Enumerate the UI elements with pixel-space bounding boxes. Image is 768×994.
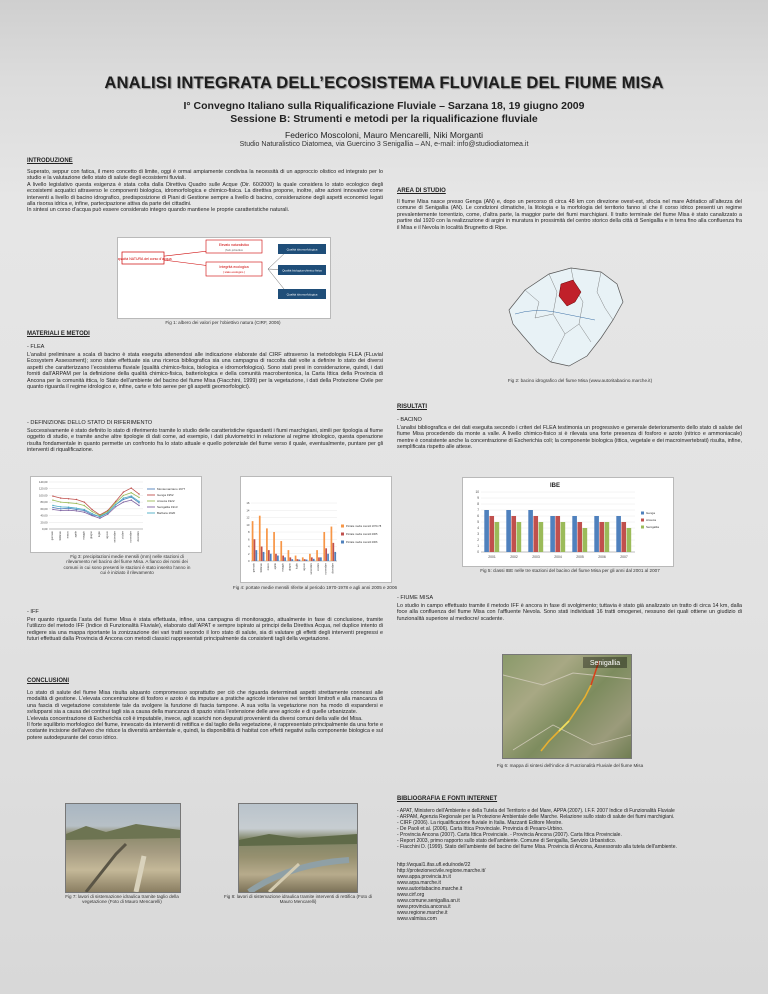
fig5-caption: Fig 5: classi IBE nelle tre stazioni del bacino del fiume Misa per gli anni dal 2001 al 2007 <box>480 568 660 573</box>
precipitation-chart <box>30 476 202 553</box>
precip-ytick-label: 40,00 <box>40 513 48 518</box>
iff-aerial-map <box>502 654 632 759</box>
conference-line: I° Convegno Italiano sulla Riqualificazione Fluviale – Sarzana 18, 19 giugno 2009 <box>183 100 585 112</box>
precip-data-point <box>60 506 61 507</box>
precip-data-point <box>131 492 132 493</box>
precip-data-point <box>68 498 69 499</box>
discharge-bar <box>252 521 254 561</box>
iff-title: - IFF <box>27 609 39 615</box>
ibe-xtick-label: 2001 <box>488 555 496 559</box>
precip-xtick-label: gennaio <box>50 531 54 541</box>
ibe-bar <box>484 510 489 552</box>
ibe-bar <box>599 522 604 552</box>
precip-data-point <box>60 508 61 509</box>
basin-map <box>505 262 630 370</box>
precip-data-point <box>52 495 53 496</box>
discharge-bar <box>320 557 322 561</box>
discharge-bar <box>261 547 263 562</box>
value-tree-svg <box>118 238 330 318</box>
precip-data-point <box>52 507 53 508</box>
discharge-bar <box>263 552 265 561</box>
discharge-legend-swatch <box>341 533 344 536</box>
ibe-legend-swatch <box>641 519 644 522</box>
ibe-ytick-label: 1 <box>477 544 479 549</box>
precip-data-point <box>107 514 108 515</box>
precip-xtick-label: marzo <box>66 531 70 539</box>
ibe-bar <box>517 522 522 552</box>
ibe-bar <box>561 522 566 552</box>
discharge-bar <box>284 557 286 561</box>
precip-legend-label: Senigallia 1913 <box>157 505 178 509</box>
discharge-legend-swatch <box>341 541 344 544</box>
ibe-ytick-label: 7 <box>477 508 479 513</box>
discharge-xtick-label: maggio <box>281 563 285 572</box>
precip-data-point <box>131 499 132 500</box>
precip-xtick-label: giugno <box>90 531 94 539</box>
discharge-bar <box>313 559 315 561</box>
ibe-bar <box>616 516 621 552</box>
riferimento-text: Successivamente è stato definito lo stato di riferimento tramite lo studio delle caratteristiche riguardanti i fiumi marchigiani, simili per tipologia al fiume oggetto di studio, e tramite anche altre tipologie di dati come, ad esempio, i dati pluviometrici in relazione al regime idrologico, questa operazione risulta fondamentale in quanto permette un confronto fra lo stato attuale e quello potenziale del fiume verso il quale, eventualmente, puntare per gli interventi di riqualificazione. <box>27 428 383 454</box>
poster-title: ANALISI INTEGRATA DELL’ECOSISTEMA FLUVIALE DEL FIUME MISA <box>104 74 664 92</box>
discharge-bar <box>299 560 301 561</box>
ibe-bar <box>550 516 555 552</box>
bibliography-references: - APAT, Ministero dell’Ambiente e della Tutela del Territorio e del Mare, APPA (2007). I.F.F. 2007 Indice di Funzionalità Fluviale - ARPAM, Agenzia Regionale per la Protezione Ambientale delle Marche. Relazione sullo stato di salute dei fiumi marchigiani. - CIRF (2006). La riqualificazione fluviale in Italia. Mazzanti Editore Mestre. - De Paoli et al. (2006). Carta Ittica Provinciale. Provincia di Pesaro-Urbino. - Provincia Ancona (2007). Carta Ittica Provinciale. - Provincia Ancona (2007). Carta Ittica Provinciale. - Report 2003, primo rapporto sullo stato dell’ambiente. Comune di Senigallia, Servizio Urbanistico. - Fiacchini D. (1999). Stato dell’ambiente del bacino del fiume Misa. Provincia di Ancona, Assessorato alla tutela dell’ambiente. <box>397 808 677 850</box>
discharge-bar <box>304 559 306 561</box>
flea-title: - FLEA <box>27 344 45 350</box>
discharge-bar <box>277 556 279 561</box>
precipitation-chart-svg <box>31 477 201 552</box>
discharge-legend-label: Portate medie mensili 2005 <box>346 533 378 536</box>
precip-data-point <box>138 501 139 502</box>
fig8-caption: Fig 8: lavori di sistemazione idraulica tramite interventi di rettifica (Foto di Mauro Mencarelli) <box>223 894 373 905</box>
discharge-xtick-label: ottobre <box>317 563 321 572</box>
discharge-bar <box>270 554 272 561</box>
discharge-bar <box>273 532 275 561</box>
precip-data-point <box>76 509 77 510</box>
discharge-xtick-label: marzo <box>266 563 270 571</box>
discharge-bar <box>331 527 333 561</box>
precip-data-point <box>76 510 77 511</box>
tree-top-label: Elevato naturalistico <box>218 243 250 247</box>
discharge-bar <box>275 554 277 561</box>
tree-mid-label: Integrità ecologica <box>219 265 249 269</box>
ibe-xtick-label: 2002 <box>510 555 518 559</box>
photo-vegetation-cutting <box>65 803 181 893</box>
discharge-bar <box>311 557 313 561</box>
precip-data-point <box>99 518 100 519</box>
area-studio-text: Il fiume Misa nasce presso Genga (AN) e, dopo un percorso di circa 48 km con direzione ovest-est, sfocia nel mare Adriatico all’altezza del comune di Senigallia (AN). Le condizioni climatiche, la litologia e la morfologia del territorio fanno sì che il corso idrico presenti un regime prevalentemente torrentizio, come, d’altra parte, la maggior parte dei fiumi marchigiani. Il tratto terminale del fiume Misa è stato canalizzato a partire dal 1920 con la realizzazione di argini in muratura in prossimità del centro storico della città di Senigallia e in terra fino alla confluenza fra il Misa e il Nevola in località Brugnetto di Ripe. <box>397 199 742 231</box>
discharge-bar <box>332 543 334 561</box>
fig2-caption: Fig 2: bacino idrografico del fiume Misa (www.autoritabacino.marche.it) <box>507 378 653 383</box>
discharge-bar <box>302 557 304 561</box>
discharge-bar <box>334 552 336 561</box>
discharge-legend-swatch <box>341 525 344 528</box>
precip-data-point <box>138 497 139 498</box>
ibe-bar <box>555 516 560 552</box>
ibe-bar <box>489 516 494 552</box>
precip-data-point <box>138 493 139 494</box>
precip-legend-label: Genga 1952 <box>157 493 174 497</box>
precip-data-point <box>123 491 124 492</box>
ibe-ytick-label: 2 <box>477 538 479 543</box>
precip-data-point <box>52 509 53 510</box>
precip-xtick-label: novembre <box>129 531 133 543</box>
bacino-title: - BACINO <box>397 417 422 423</box>
tree-leaf-2-label: Qualità biologica-chimico fisica <box>282 268 322 273</box>
discharge-xtick-label: luglio <box>295 563 299 570</box>
discharge-xtick-label: gennaio <box>252 563 256 573</box>
ibe-bar <box>605 522 610 552</box>
discharge-ytick-label: 2 <box>247 551 250 556</box>
discharge-bar <box>254 539 256 561</box>
precip-data-point <box>52 499 53 500</box>
precip-ytick-label: 140,00 <box>38 480 48 484</box>
ibe-ytick-label: 10 <box>475 490 479 495</box>
precip-data-point <box>91 513 92 514</box>
value-tree-figure <box>117 237 331 319</box>
ibe-bar <box>627 528 632 552</box>
basin-map-svg <box>505 262 630 370</box>
precip-data-point <box>68 502 69 503</box>
ibe-chart-svg <box>463 478 673 566</box>
precip-legend-label: Arcevia 1922 <box>157 499 175 503</box>
discharge-xtick-label: aprile <box>274 563 278 570</box>
heading-bibliografia: BIBLIOGRAFIA E FONTI INTERNET <box>397 796 498 802</box>
flea-text: L’analisi preliminare a scala di bacino è stata eseguita attenendosi alle indicazione elaborate dal CIRF attraverso la metodologia FLEA (FLuvial Ecosystem Assessment); sono state effettuate sia una ricerca bibliografica sia una campagna di raccolta dati volte a definire lo stato dei diversi aspetti che caratterizzano l’ecosistema fluviale (qualità chimico-fisica, biologica e idromorfologica). Sono stati presi in considerazione, quindi, i dati forniti dall’ARPAM per la definizione della qualità chimico-fisica, batteriologica e della comunità macrobentonica, la Carta Ittica della Provincia di Ancona per la comunità ittica, lo Stato dell’ambiente del bacino del fiume Misa (Fiacchini, 1999) per la vegetazione, i dati della Protezione Civile per quanto riguarda il regime idrologico e, infine, carte e foto aeree per gli aspetti geomorfologici). <box>27 352 383 391</box>
ibe-legend-label: Senigallia <box>646 525 660 529</box>
precip-data-point <box>68 506 69 507</box>
ibe-legend-label: Arcevia <box>646 518 657 522</box>
tree-leaf-1-label: Qualità idromorfologica <box>286 247 318 252</box>
precip-data-point <box>84 501 85 502</box>
precip-data-point <box>138 505 139 506</box>
discharge-xtick-label: settembre <box>309 563 313 575</box>
heading-area-studio: AREA DI STUDIO <box>397 188 446 194</box>
precip-data-point <box>91 511 92 512</box>
precip-xtick-label: maggio <box>82 531 86 540</box>
heading-risultati: RISULTATI <box>397 404 427 410</box>
ibe-bar <box>539 522 544 552</box>
precip-data-point <box>107 512 108 513</box>
ibe-bar <box>594 516 599 552</box>
precip-xtick-label: aprile <box>74 531 78 538</box>
tree-leaf-3-label: Qualità idromorfologica <box>286 292 318 297</box>
discharge-legend-label: Portate medie mensili 1970-78 <box>346 525 382 528</box>
discharge-ytick-label: 6 <box>247 537 250 542</box>
affiliation: Studio Naturalistico Diatomea, via Guercino 3 Senigallia – AN, e-mail: info@studiodiatomea.it <box>239 141 529 148</box>
fig4-caption: Fig 4: portate medie mensili riferite al periodo 1970-1978 e agli anni 2005 e 2006 <box>232 585 398 590</box>
ibe-bar <box>528 510 533 552</box>
photo-river-rectification <box>238 803 358 893</box>
discharge-bar <box>280 541 282 561</box>
bibliography-links: http://wqual1.ifas.ufl.edu/node/22 http://protezionecivile.regione.marche.it/ www.appa.provincia.tn.it www.arpa.marche.it www.autoritabacino.marche.it www.cirf.org www.comune.senigallia.an.it www.provincia.ancona.it www.regione.marche.it www.valmisa.com <box>397 862 486 922</box>
ibe-ytick-label: 4 <box>477 526 479 531</box>
ibe-bar <box>533 516 538 552</box>
ibe-ytick-label: 9 <box>477 496 479 501</box>
precip-data-point <box>99 516 100 517</box>
precip-data-point <box>84 512 85 513</box>
precip-xtick-label: febbraio <box>58 531 62 541</box>
ibe-ytick-label: 0 <box>477 550 479 555</box>
discharge-bar <box>325 548 327 561</box>
precip-legend-label: Barbara 1920 <box>157 511 176 515</box>
conclusioni-text: Lo stato di salute del fiume Misa risulta alquanto compromesso soprattutto per ciò che riguarda determinati aspetti strettamente connessi alle modalità di gestione. L’elevata concentrazione di fosforo e azoto è da imputare a pratiche agricole intensive nei territori limitrofi e alla mancanza di una fascia di vegetazione consistente tale da svolgere la funzione di fascia tampone. A sua volta la vegetazione non ha modo di espandersi e svilupparsi sia a causa dei continui tagli sia a causa della mancanza di spazio vista l’estensione delle aree agricole e di quelle urbanizzate. L’elevata concentrazione di Escherichia coli è imputabile, invece, agli scarichi non depurati provenienti da diversi comuni della valle del Misa. Il forte squilibrio morfologico del fiume, innescato da interventi di rettifica e dal taglio della vegetazione, è rappresentato principalmente da una forte e costante incisione dell’alveo che riduce la diversità ambientale e, quindi, la disponibilità di habitat con effetti negativi sulla componente biologica e sul potere autodepurante del corso idrico. <box>27 690 383 741</box>
bacino-text: L’analisi bibliografica e dei dati eseguita secondo i criteri del FLEA testimonia un progressivo e generale deterioramento dello stato di salute del fiume Misa procedendo da monte a valle. A livello chimico-fisico si è rilevata una forte presenza di fosforo e azoto (nitrico e ammoniacale) mentre è consistente anche la concentrazione di Escherichia coli; la componente biologica (ittica, vegetale e dei macroinvertebrati) risulta, infine, semplificata rispetto alle attese. <box>397 425 742 451</box>
fiume-misa-text: Lo studio in campo effettuato tramite il metodo IFF è ancora in fase di svolgimento; tuttavia è stato già analizzato un tratto di circa 14 km, dalla foce alla confluenza del fiume Misa con l’affluente Nevola. Sono stati individuati 16 tratti omogenei, nessuno dei quali ottiene un giudizio di funzionalità superiore al mediocre/ scadente. <box>397 603 742 622</box>
discharge-chart <box>240 476 392 583</box>
ibe-xtick-label: 2003 <box>532 555 540 559</box>
precip-data-point <box>115 504 116 505</box>
discharge-bar <box>323 532 325 561</box>
discharge-legend-label: Portate medie mensili 2006 <box>346 541 378 544</box>
precip-data-point <box>52 505 53 506</box>
discharge-bar <box>306 560 308 561</box>
precip-data-point <box>123 495 124 496</box>
discharge-bar <box>318 557 320 561</box>
precip-data-point <box>131 487 132 488</box>
ibe-ytick-label: 8 <box>477 502 479 507</box>
discharge-bar <box>259 516 261 561</box>
ibe-legend-swatch <box>641 512 644 515</box>
ibe-xtick-label: 2004 <box>554 555 562 559</box>
precip-ytick-label: 20,00 <box>40 520 48 525</box>
precip-data-point <box>84 509 85 510</box>
precip-data-point <box>91 509 92 510</box>
ibe-chart-title: IBE <box>549 483 561 489</box>
precip-ytick-label: 80,00 <box>40 500 48 505</box>
discharge-ytick-label: 14 <box>246 508 250 513</box>
ibe-xtick-label: 2006 <box>598 555 606 559</box>
discharge-xtick-label: febbraio <box>259 563 263 573</box>
intro-text: Superato, seppur con fatica, il mero concetto di limite, oggi è ormai ampiamente condivisa la necessità di un approccio olistico ed integrato per lo studio e la valutazione dello stato di salute degli ecosistemi fluviali. A livello legislativo questa esigenza è stata colta dalla Direttiva Quadro sulle Acque (Dir. 60/2000) la quale considera lo stato ecologico degli ecosistemi acquatici attraverso le componenti biologica, idromorfologica e chimico-fisica. La direttiva propone, inoltre, altre azioni innovative come interventi a livello di bacino idrografico, predisposizione di Piani di Gestione sempre a livello di bacino, considerazione degli aspetti economici legati alla risorsa idrica e, infine, partecipazione attiva da parte dei cittadini. In sintesi un corso d’acqua può essere considerato integro quando mantiene le proprie caratteristiche naturali. <box>27 169 383 214</box>
ibe-bar <box>506 510 511 552</box>
discharge-bar <box>297 559 299 561</box>
discharge-bar <box>289 557 291 561</box>
precip-data-point <box>68 510 69 511</box>
fiume-misa-title: - FIUME MISA <box>397 595 434 601</box>
heading-materiali: MATERIALI E METODI <box>27 331 90 337</box>
discharge-xtick-label: giugno <box>288 563 292 571</box>
precip-xtick-label: ottobre <box>121 531 125 540</box>
precip-ytick-label: 60,00 <box>40 506 48 511</box>
ibe-ytick-label: 5 <box>477 520 479 525</box>
tree-top-sub: (Sub-)obiettivo <box>224 248 244 252</box>
discharge-ytick-label: 0 <box>247 559 250 563</box>
ibe-ytick-label: 3 <box>477 532 479 537</box>
precip-ytick-label: 100,00 <box>38 493 48 498</box>
precip-ytick-label: 120,00 <box>38 486 48 491</box>
senigallia-label: Senigallia <box>589 660 621 667</box>
authors: Federico Moscoloni, Mauro Mencarelli, Niki Morganti <box>285 130 483 140</box>
precip-data-point <box>115 502 116 503</box>
discharge-xtick-label: novembre <box>324 563 328 575</box>
precip-data-point <box>60 501 61 502</box>
fig3-caption: Fig 3: precipitazioni medie mensili (mm) nelle stazioni di rilevamento nel bacino del fiume Misa. A fianco dei nomi dei comuni in cui sono presenti le stazioni è stato inserito l’anno in cui è iniziato il rilevamento <box>63 554 191 576</box>
ibe-bar <box>621 522 626 552</box>
discharge-bar <box>327 554 329 561</box>
discharge-xtick-label: dicembre <box>331 563 335 574</box>
discharge-bar <box>288 550 290 561</box>
discharge-bar <box>309 554 311 561</box>
precip-data-point <box>115 506 116 507</box>
precip-data-point <box>76 499 77 500</box>
discharge-ytick-label: 16 <box>246 501 250 505</box>
precip-legend-label: Montemarciano 1977 <box>157 487 186 491</box>
discharge-xtick-label: agosto <box>302 563 306 571</box>
ibe-xtick-label: 2007 <box>620 555 628 559</box>
precip-xtick-label: agosto <box>105 531 109 539</box>
iff-map-svg <box>503 655 631 758</box>
heading-introduzione: INTRODUZIONE <box>27 158 73 164</box>
precip-ytick-label: 0,00 <box>42 527 48 531</box>
precip-data-point <box>91 515 92 516</box>
discharge-bar <box>295 556 297 561</box>
session-line: Sessione B: Strumenti e metodi per la riqualificazione fluviale <box>230 113 538 125</box>
fig6-caption: Fig 6: mappa di sintesi dell’indice di Funzionalità Fluviale del fiume Misa <box>496 763 644 768</box>
ibe-chart <box>462 477 674 567</box>
fig1-caption: Fig 1: albero dei valori per l’obiettivo natura (CIRF, 2006) <box>165 320 281 325</box>
precip-data-point <box>131 495 132 496</box>
ibe-legend-label: Genga <box>646 511 656 515</box>
discharge-bar <box>282 556 284 561</box>
discharge-ytick-label: 10 <box>246 522 250 527</box>
ibe-bar <box>577 522 582 552</box>
ibe-bar <box>495 522 500 552</box>
iff-text: Per quanto riguarda l’asta del fiume Misa è stata effettuata, infine, una campagna di monitoraggio, attualmente in fase di conclusione, tramite l’utilizzo del metodo IFF (Indice di Funzionalità Fluviale), elaborato dall’APAT e sempre ispirato ai principi della Direttiva Acqua, nel duplice intento di redigere sia una mappa riportante la zonizzazione dei vari tratti secondo il loro stato di salute, sia di valutare gli effetti degli interventi pregressi e futuri effettuati dalla Provincia di Ancona con metodi classici rappresentati principalmente da consistenti tagli della vegetazione. <box>27 617 383 643</box>
riferimento-title: - DEFINIZIONE DELLO STATO DI RIFERIMENTO <box>27 420 153 426</box>
precip-data-point <box>99 515 100 516</box>
ibe-bar <box>511 516 516 552</box>
precip-xtick-label: dicembre <box>137 531 141 542</box>
discharge-bar <box>266 528 268 561</box>
precip-data-point <box>76 507 77 508</box>
tree-mid-sub: ( stato ecologico ) <box>222 270 246 274</box>
ibe-bar <box>572 516 577 552</box>
ibe-legend-swatch <box>641 526 644 529</box>
ibe-ytick-label: 6 <box>477 514 479 519</box>
discharge-ytick-label: 4 <box>247 544 250 549</box>
precip-xtick-label: luglio <box>97 531 101 538</box>
precip-data-point <box>60 510 61 511</box>
precip-xtick-label: settembre <box>113 531 117 543</box>
ibe-bar <box>583 528 588 552</box>
discharge-ytick-label: 8 <box>247 530 250 534</box>
precip-data-point <box>123 497 124 498</box>
fig7-caption: Fig 7: lavori di sistemazione idraulica tramite taglio della vegetazione (Foto di Mauro Mencarelli) <box>65 894 179 905</box>
precip-data-point <box>60 497 61 498</box>
discharge-chart-svg <box>241 477 391 582</box>
precip-data-point <box>76 503 77 504</box>
discharge-ytick-label: 12 <box>246 515 250 520</box>
discharge-bar <box>291 559 293 561</box>
precip-data-point <box>138 502 139 503</box>
discharge-bar <box>268 550 270 561</box>
precip-data-point <box>84 505 85 506</box>
precip-data-point <box>123 501 124 502</box>
discharge-bar <box>316 550 318 561</box>
ibe-xtick-label: 2005 <box>576 555 584 559</box>
tree-root-label: Capacità NATURA del corso d’acqua <box>118 257 172 261</box>
heading-conclusioni: CONCLUSIONI <box>27 678 69 684</box>
discharge-bar <box>256 550 258 561</box>
